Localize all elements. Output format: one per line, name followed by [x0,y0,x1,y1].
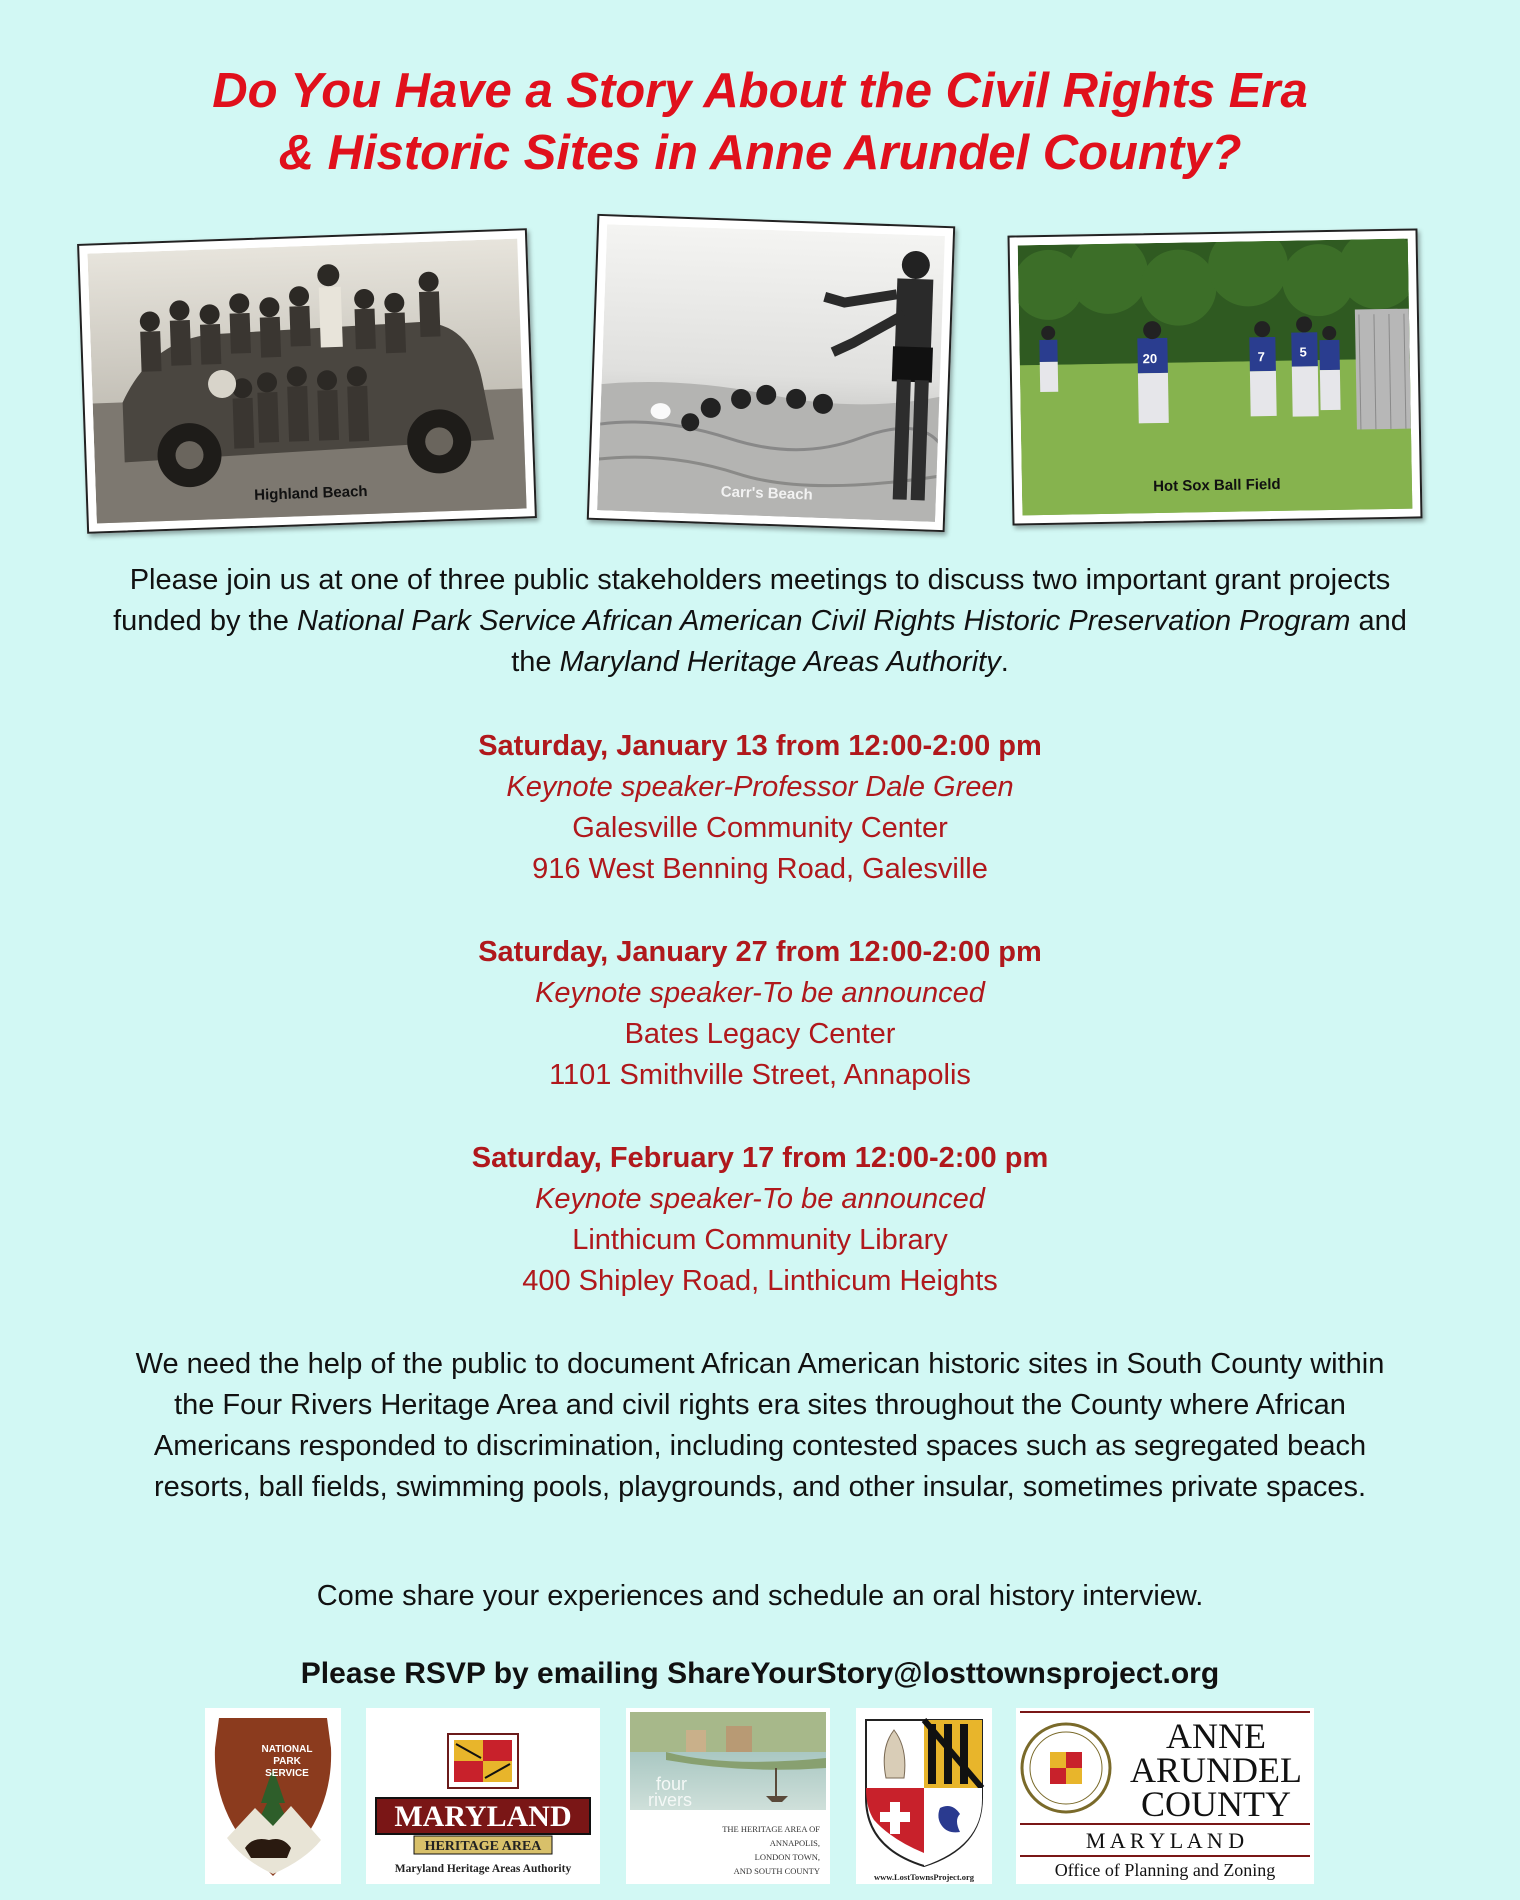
photo-caption: Highland Beach [253,482,368,504]
four-rivers-tag: AND SOUTH COUNTY [733,1866,820,1876]
aacounty-line: COUNTY [1141,1784,1291,1824]
anne-arundel-county-logo [1016,1708,1314,1884]
lost-towns-project-logo [856,1708,992,1884]
aacounty-office: Office of Planning and Zoning [1054,1860,1276,1880]
jersey-number: 5 [1299,344,1307,360]
event-address: 916 West Benning Road, Galesville [532,853,988,885]
nps-program-name: National Park Service African American Civil Rights Historic Preservation Program [296,605,1351,637]
event-venue: Linthicum Community Library [572,1224,948,1256]
four-rivers-tag: THE HERITAGE AREA OF [722,1824,820,1834]
lost-towns-url: www.LostTownsProject.org [873,1872,975,1882]
title-line-1: Do You Have a Story About the Civil Rights Era [212,64,1308,118]
maryland-heritage-area-logo [366,1708,600,1884]
intro-paragraph [100,560,1420,683]
intro-text: and the [511,605,1407,678]
nps-text: NATIONAL [261,1744,313,1755]
event-speaker: Keynote speaker-To be announced [535,977,985,1009]
intro-text: Please join us at one of three public stakeholders meetings to discuss two important grant projects funded by the [113,564,1391,637]
event-date: Saturday, February 17 from 12:00-2:00 pm [471,1142,1049,1174]
nps-text: SERVICE [265,1768,309,1779]
rsvp-line: Please RSVP by emailing ShareYourStory@losttownsproject.org [300,1657,1220,1690]
nps-logo [205,1708,341,1884]
aacounty-state: M A R Y L A N D [1085,1828,1245,1853]
aacounty-line: ARUNDEL [1130,1750,1302,1790]
mha-name: MARYLAND [394,1800,572,1833]
mhaa-name: Maryland Heritage Areas Authority [559,646,1001,678]
event-venue: Galesville Community Center [572,812,948,844]
carrs-beach-image [597,224,945,522]
share-paragraph: Come share your experiences and schedule an oral history interview. [316,1580,1204,1612]
four-rivers-tag: ANNAPOLIS, [769,1838,820,1848]
four-rivers-tag: LONDON TOWN, [754,1852,820,1862]
event-speaker: Keynote speaker-Professor Dale Green [506,771,1014,803]
four-rivers-logo [626,1708,830,1884]
event-3 [0,1138,1520,1302]
photo-caption: Hot Sox Ball Field [1152,475,1281,496]
nps-text: PARK [273,1756,301,1767]
event-address: 400 Shipley Road, Linthicum Heights [522,1265,998,1297]
mha-sub: HERITAGE AREA [424,1839,542,1854]
four-rivers-name: rivers [648,1790,692,1810]
jersey-number: 20 [1142,351,1158,367]
photo-hot-sox-ball-field [1008,228,1423,525]
event-date: Saturday, January 13 from 12:00-2:00 pm [478,730,1042,762]
mha-authority: Maryland Heritage Areas Authority [394,1863,572,1875]
event-venue: Bates Legacy Center [624,1018,896,1050]
event-address: 1101 Smithville Street, Annapolis [549,1059,971,1091]
four-rivers-name: four [656,1774,688,1794]
title-line-2: & Historic Sites in Anne Arundel County? [278,126,1242,180]
event-1 [0,726,1520,890]
photo-highland-beach [77,228,537,534]
event-2 [0,932,1520,1096]
event-date: Saturday, January 27 from 12:00-2:00 pm [478,936,1042,968]
photo-carrs-beach [587,214,955,532]
event-speaker: Keynote speaker-To be announced [535,1183,985,1215]
jersey-number: 7 [1257,349,1266,365]
help-paragraph: We need the help of the public to document African American historic sites in South County within the Four Rivers Heritage Area and civil rights era sites throughout the County where African Americans responded to discrimination, including contested spaces such as segregated beach resorts, ball fields, swimming pools, playgrounds, and other insular, sometimes private spaces. [135,1348,1385,1503]
photo-caption: Carr's Beach [720,483,814,504]
intro-text: . [1000,646,1009,678]
aacounty-line: ANNE [1166,1716,1266,1756]
page-title [0,60,1520,184]
